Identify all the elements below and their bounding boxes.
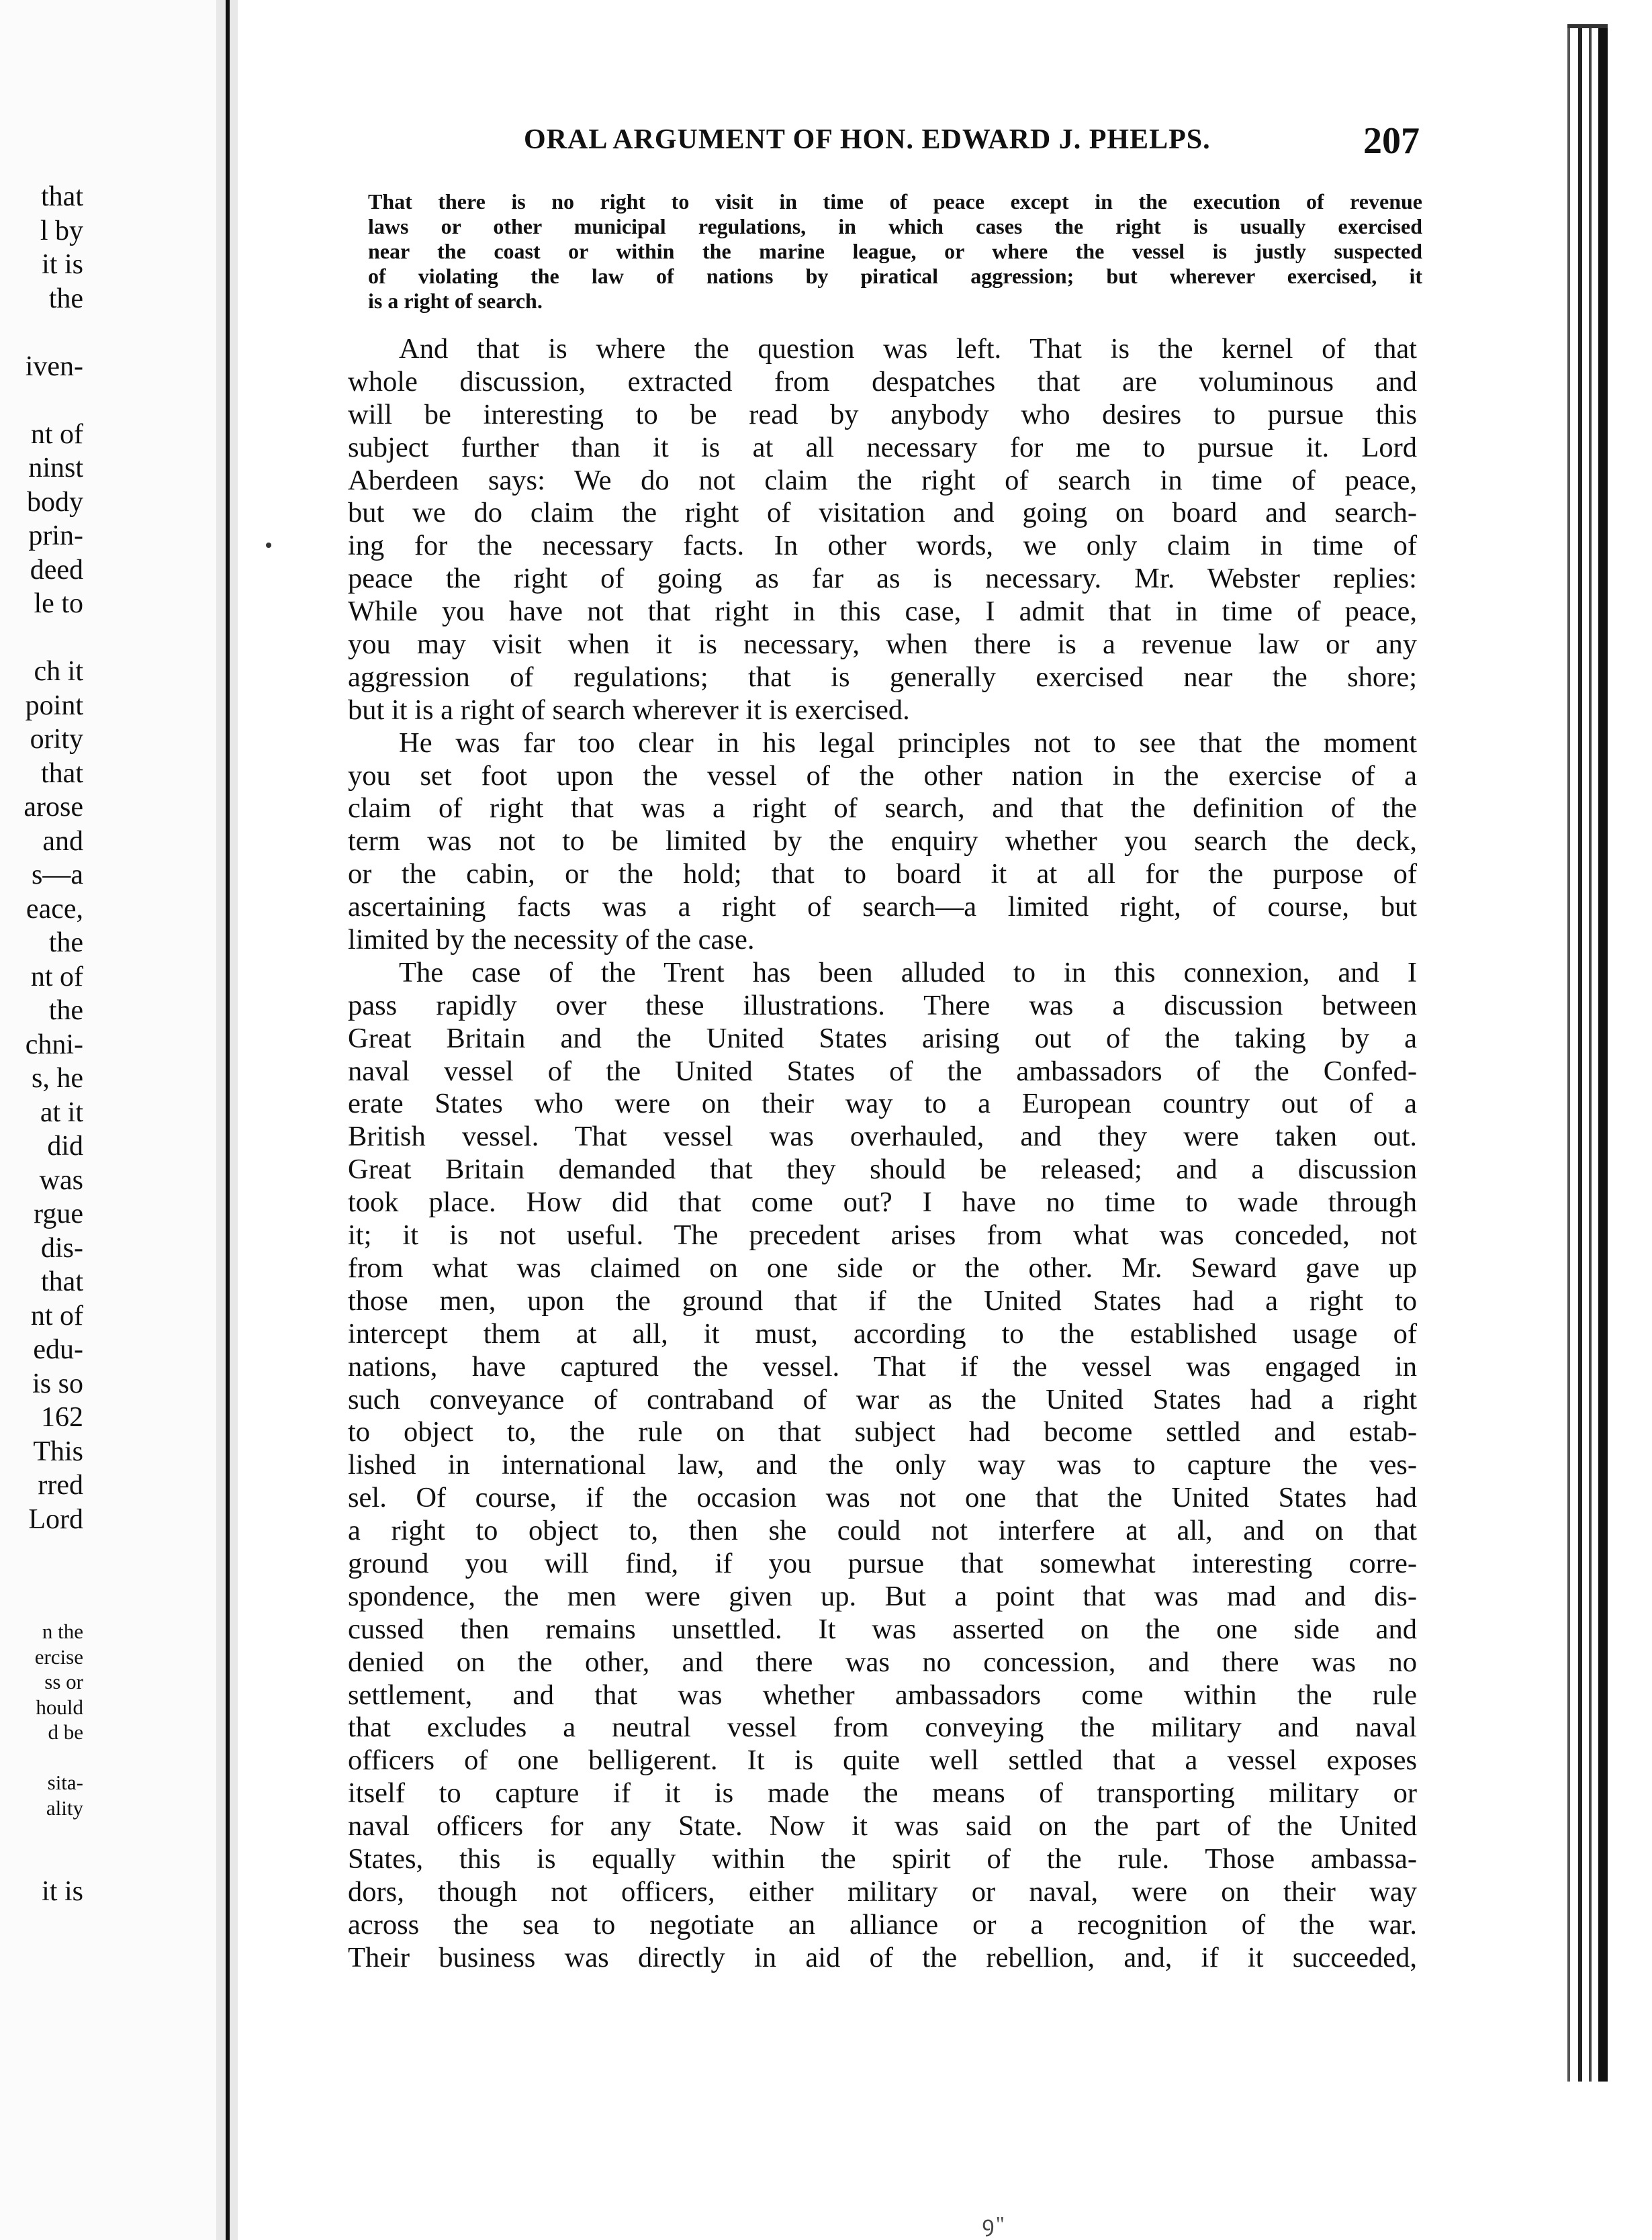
body-line: aggression of regulations; that is generally exercised near the shore; bbox=[348, 661, 1417, 693]
body-line: claim of right that was a right of search, and that the definition of the bbox=[348, 792, 1417, 825]
facing-page-fragment: eace, bbox=[26, 893, 83, 925]
body-line: settlement, and that was whether ambassadors come within the rule bbox=[348, 1679, 1417, 1711]
quote-line: That there is no right to visit in time of peace except in the execution of revenue bbox=[368, 189, 1422, 214]
running-title: ORAL ARGUMENT OF HON. EDWARD J. PHELPS. bbox=[524, 124, 1211, 155]
facing-page-fragment: it is bbox=[42, 249, 83, 280]
facing-page-fragment: rred bbox=[38, 1470, 83, 1501]
body-line: ascertaining facts was a right of search—a limited right, of course, but bbox=[348, 891, 1417, 923]
body-line: a right to object to, then she could not interfere at all, and on that bbox=[348, 1515, 1417, 1547]
body-line: Aberdeen says: We do not claim the right of search in time of peace, bbox=[348, 464, 1417, 496]
body-line: sel. Of course, if the occasion was not one that the United States had bbox=[348, 1482, 1417, 1514]
facing-page-fragment: This bbox=[33, 1436, 83, 1467]
facing-page-note-fragment: ss or bbox=[44, 1670, 83, 1693]
facing-page-fragment: the bbox=[48, 927, 83, 958]
facing-page-fragment: chni- bbox=[25, 1029, 83, 1060]
page-number: 207 bbox=[1363, 120, 1420, 162]
facing-page-fragment: the bbox=[48, 283, 83, 314]
body-line: naval officers for any State. Now it was said on the part of the United bbox=[348, 1810, 1417, 1842]
facing-page-note-fragment: d be bbox=[48, 1720, 83, 1744]
body-line: but we do claim the right of visitation and going on board and search- bbox=[348, 497, 1417, 529]
page-edge bbox=[1567, 27, 1570, 2082]
facing-page-fragment: Lord bbox=[28, 1503, 83, 1535]
quote-line: laws or other municipal regulations, in which cases the right is usually exercised bbox=[368, 214, 1422, 238]
quote-line: near the coast or within the marine league, or where the vessel is justly suspected bbox=[368, 239, 1422, 263]
body-line: ing for the necessary facts. In other words, we only claim in time of bbox=[348, 530, 1417, 562]
body-line: you set foot upon the vessel of the other nation in the exercise of a bbox=[348, 759, 1417, 792]
facing-page-note-fragment: n the bbox=[42, 1620, 83, 1643]
body-line: those men, upon the ground that if the United States had a right to bbox=[348, 1285, 1417, 1317]
body-line: And that is where the question was left. That is the kernel of that bbox=[399, 333, 1417, 365]
body-line: that excludes a neutral vessel from conveying the military and naval bbox=[348, 1712, 1417, 1744]
body-line: While you have not that right in this case, I admit that in time of peace, bbox=[348, 596, 1417, 628]
body-line: cussed then remains unsettled. It was asserted on the one side and bbox=[348, 1613, 1417, 1645]
facing-page-fragment: that bbox=[41, 181, 83, 212]
body-line: intercept them at all, it must, according to the established usage of bbox=[348, 1317, 1417, 1350]
body-line: or the cabin, or the hold; that to board it at all for the purpose of bbox=[348, 858, 1417, 890]
body-line: ground you will find, if you pursue that somewhat interesting corre- bbox=[348, 1547, 1417, 1579]
facing-page-fragment: edu- bbox=[33, 1334, 83, 1365]
facing-page-fragment: le to bbox=[34, 588, 83, 619]
body-line: erate States who were on their way to a European country out of a bbox=[348, 1088, 1417, 1120]
body-text bbox=[348, 333, 1417, 1975]
facing-page-fragment: ninst bbox=[28, 453, 83, 483]
facing-page-fragment: s, he bbox=[32, 1063, 83, 1094]
body-line: from what was claimed on one side or the other. Mr. Seward gave up bbox=[348, 1252, 1417, 1284]
page-edge bbox=[1578, 27, 1582, 2082]
body-line: dors, though not officers, either military or naval, were on their way bbox=[348, 1875, 1417, 1908]
body-line: it; it is not useful. The precedent arises from what was conceded, not bbox=[348, 1219, 1417, 1252]
facing-page-fragment: deed bbox=[30, 554, 83, 586]
facing-page-fragment: that bbox=[41, 757, 83, 789]
body-line: peace the right of going as far as is necessary. Mr. Webster replies: bbox=[348, 563, 1417, 595]
gutter-shadow-line bbox=[226, 0, 230, 2240]
body-line: itself to capture if it is made the means of transporting military or bbox=[348, 1777, 1417, 1810]
margin-dot bbox=[266, 543, 271, 548]
facing-page-fragment: ority bbox=[30, 724, 83, 755]
facing-page-fragment: dis- bbox=[41, 1232, 83, 1264]
body-line: naval vessel of the United States of the ambassadors of the Confed- bbox=[348, 1055, 1417, 1087]
facing-page-fragment: nt of bbox=[30, 418, 83, 450]
body-line: British vessel. That vessel was overhauled, and they were taken out. bbox=[348, 1121, 1417, 1153]
facing-page-fragment: nt of bbox=[30, 1300, 83, 1332]
body-line: limited by the necessity of the case. bbox=[348, 924, 755, 956]
facing-page-fragment: that bbox=[41, 1266, 83, 1297]
body-line: such conveyance of contraband of war as the United States had a right bbox=[348, 1383, 1417, 1415]
body-line: Their business was directly in aid of the rebellion, and, if it succeeded, bbox=[348, 1941, 1417, 1973]
facing-page-note-fragment: hould bbox=[36, 1695, 83, 1719]
facing-page-fragment: arose bbox=[24, 792, 83, 823]
body-line: whole discussion, extracted from despatches that are voluminous and bbox=[348, 365, 1417, 398]
body-line: but it is a right of search wherever it is exercised. bbox=[348, 694, 910, 726]
body-line: The case of the Trent has been alluded to in this connexion, and I bbox=[399, 956, 1417, 988]
facing-page-fragment: nt of bbox=[30, 961, 83, 992]
page-edge-top bbox=[1567, 24, 1608, 28]
facing-page-fragment: body bbox=[27, 486, 83, 518]
facing-page-fragment: is so bbox=[32, 1368, 83, 1399]
body-line: you may visit when it is necessary, when there is a revenue law or any bbox=[348, 628, 1417, 661]
facing-page-note-fragment: ality bbox=[46, 1795, 83, 1820]
facing-page-fragment: the bbox=[48, 995, 83, 1026]
footer-mark: ꝯ" bbox=[982, 2212, 1006, 2236]
body-line: States, this is equally within the spirit of the rule. Those ambassa- bbox=[348, 1842, 1417, 1875]
facing-page-fragment: 162 bbox=[41, 1402, 83, 1433]
body-line: across the sea to negotiate an alliance or a recognition of the war. bbox=[348, 1908, 1417, 1941]
facing-page-fragment: it is bbox=[42, 1876, 83, 1907]
facing-page-fragment: point bbox=[25, 690, 83, 721]
facing-page-fragment: rgue bbox=[34, 1199, 83, 1229]
facing-page-fragment: ch it bbox=[34, 656, 83, 687]
body-line: took place. How did that come out? I have no time to wade through bbox=[348, 1186, 1417, 1219]
facing-page-fragment: did bbox=[47, 1131, 83, 1162]
facing-page-fragment: l by bbox=[40, 215, 83, 246]
quote-line: of violating the law of nations by piratical aggression; but wherever exercised, it bbox=[368, 264, 1422, 288]
facing-page-note-fragment: sita- bbox=[47, 1771, 83, 1794]
body-line: to object to, the rule on that subject had become settled and estab- bbox=[348, 1416, 1417, 1448]
body-line: will be interesting to be read by anybody who desires to pursue this bbox=[348, 398, 1417, 430]
page-edge bbox=[1589, 27, 1592, 2082]
facing-page-fragment: and bbox=[42, 825, 83, 857]
facing-page-fragment: iven- bbox=[25, 351, 83, 382]
body-line: Great Britain demanded that they should be released; and a discussion bbox=[348, 1154, 1417, 1186]
body-line: denied on the other, and there was no concession, and there was no bbox=[348, 1646, 1417, 1678]
body-line: officers of one belligerent. It is quite well settled that a vessel exposes bbox=[348, 1744, 1417, 1777]
body-line: spondence, the men were given up. But a point that was mad and dis- bbox=[348, 1580, 1417, 1612]
facing-page-fragment: was bbox=[39, 1164, 83, 1196]
facing-page-note-fragment: ercise bbox=[34, 1644, 83, 1669]
page-edge bbox=[1598, 27, 1608, 2082]
facing-page-fragment: prin- bbox=[28, 520, 83, 551]
body-line: term was not to be limited by the enquiry whether you search the deck, bbox=[348, 825, 1417, 857]
body-line: Great Britain and the United States arising out of the taking by a bbox=[348, 1022, 1417, 1054]
block-quote bbox=[368, 189, 1422, 314]
facing-page-fragment: s—a bbox=[32, 859, 83, 890]
body-line: subject further than it is at all necessary for me to pursue it. Lord bbox=[348, 431, 1417, 463]
quote-line: is a right of search. bbox=[368, 289, 543, 313]
facing-page-fragment: at it bbox=[40, 1096, 83, 1128]
body-line: He was far too clear in his legal principles not to see that the moment bbox=[399, 727, 1417, 759]
body-line: nations, have captured the vessel. That if the vessel was engaged in bbox=[348, 1350, 1417, 1383]
body-line: lished in international law, and the only way was to capture the ves- bbox=[348, 1449, 1417, 1481]
body-line: pass rapidly over these illustrations. There was a discussion between bbox=[348, 989, 1417, 1021]
